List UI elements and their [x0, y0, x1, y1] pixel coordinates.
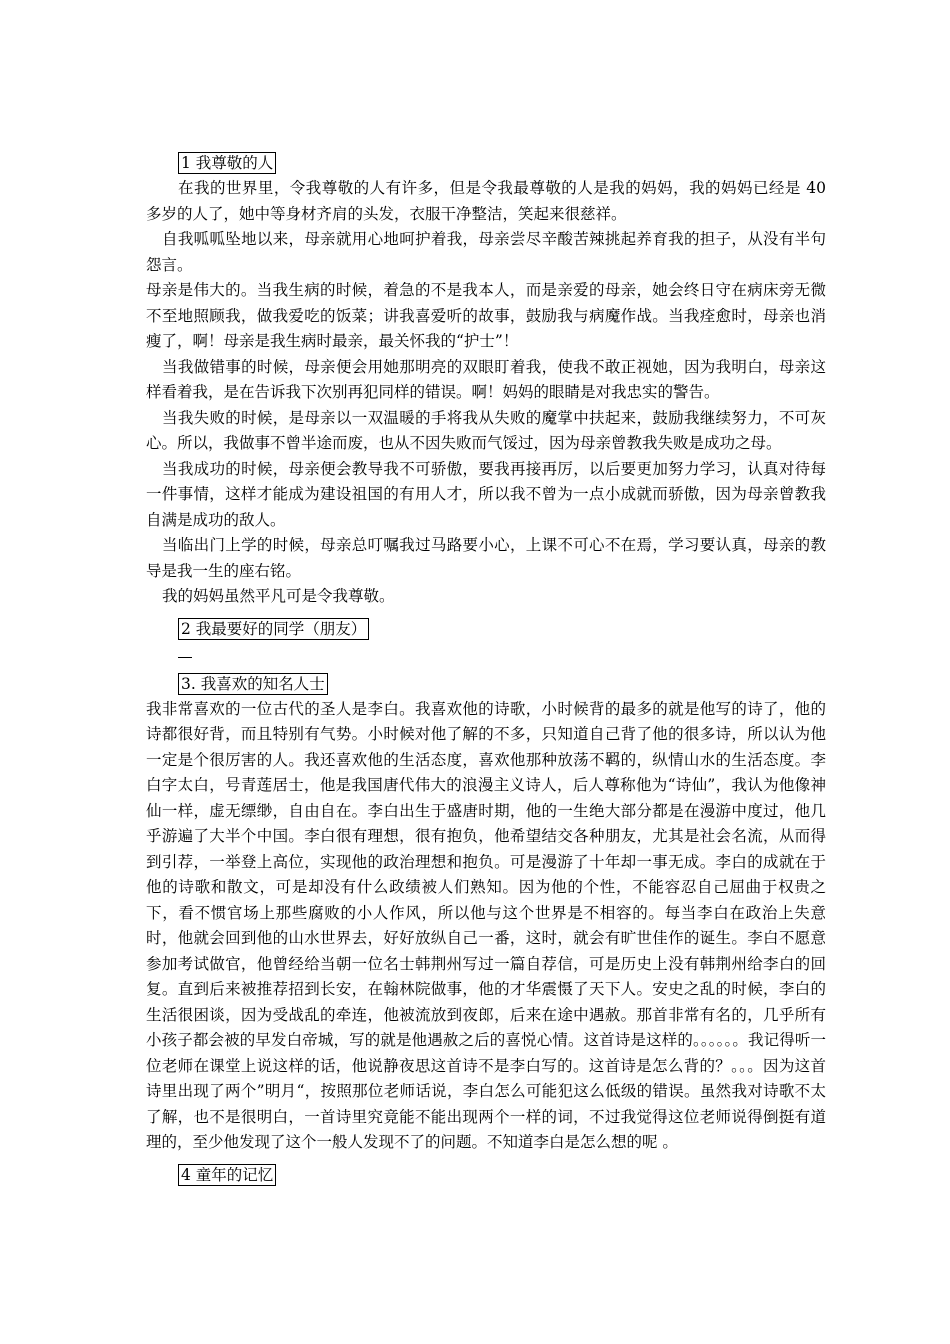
paragraph: 我非常喜欢的一位古代的圣人是李白。我喜欢他的诗歌，小时候背的最多的就是他写的诗了，他的诗都很好背，而且特别有气势。小时候对他了解的不多，只知道自己背了他的很多诗，所以认为他一定是个很厉害的人。我还喜欢他的生活态度，喜欢他那种放荡不羁的，纵情山水的生活态度。李白字太白，号青莲居士，他是我国唐代伟大的浪漫主义诗人，后人尊称他为“诗仙”，我认为他像神仙一样，虚无缥缈，自由自在。李白出生于盛唐时期，他的一生绝大部分都是在漫游中度过，他几乎游遍了大半个中国。李白很有理想，很有抱负，他希望结交各种朋友，尤其是社会名流，从而得到引荐，一举登上高位，实现他的政治理想和抱负。可是漫游了十年却一事无成。李白的成就在于他的诗歌和散文，可是却没有什么政绩被人们熟知。因为他的个性，不能容忍自己屈曲于权贵之下，看不惯官场上那些腐败的小人作风，所以他与这个世界是不相容的。每当李白在政治上失意时，他就会回到他的山水世界去，好好放纵自己一番，这时，就会有旷世佳作的诞生。李白不愿意参加考试做官，他曾经给当朝一位名士韩荆州写过一篇自荐信，可是历史上没有韩荆州给李白的回复。直到后来被推荐招到长安，在翰林院做事，他的才华震慑了天下人。安史之乱的时候，李白的生活很困谈，因为受战乱的牵连，他被流放到夜郎，后来在途中遇赦。那首非常有名的，几乎所有小孩子都会被的早发白帝城，写的就是他遇赦之后的喜悦心情。这首诗是这样的。。。。。。我记得听一位老师在课堂上说这样的话，他说静夜思这首诗不是李白写的。这首诗是怎么背的？。。。因为这首诗里出现了两个”明月“，按照那位老师话说，李白怎么可能犯这么低级的错误。虽然我对诗歌不太了解，也不是很明白，一首诗里究竟能不能出现两个一样的词，不过我觉得这位老师说得倒挺有道理的，至少他发现了这个一般人发现不了的问题。不知道李白是怎么想的呢 。	[146, 699, 826, 1151]
paragraph: 在我的世界里，令我尊敬的人有许多，但是令我最尊敬的人是我的妈妈，我的妈妈已经是 40 多岁的人了，她中等身材齐肩的头发，衣服干净整洁，笑起来很慈祥。	[146, 179, 826, 223]
section-heading: 1 我尊敬的人	[178, 152, 276, 174]
paragraph: 当我成功的时候，母亲便会教导我不可骄傲，要我再接再厉，以后要更加努力学习，认真对待每一件事情，这样才能成为建设祖国的有用人才，所以我不曾为一点小成就而骄傲，因为母亲曾教我自满是成功的敌人。	[146, 459, 826, 529]
section-heading: 3. 我喜欢的知名人士	[178, 673, 328, 695]
empty-section-placeholder	[178, 642, 826, 667]
paragraph: 当临出门上学的时候，母亲总叮嘱我过马路要小心，上课不可心不在焉，学习要认真，母亲的教导是我一生的座右铭。	[146, 536, 826, 580]
dash-mark	[178, 657, 192, 658]
paragraph: 当我做错事的时候，母亲便会用她那明亮的双眼盯着我，使我不敢正视她，因为我明白，母亲这样看着我，是在告诉我下次别再犯同样的错误。啊！妈妈的眼睛是对我忠实的警告。	[146, 357, 826, 401]
section-heading: 4 童年的记忆	[178, 1164, 276, 1186]
section-heading: 2 我最要好的同学（朋友）	[178, 618, 369, 640]
paragraph: 自我呱呱坠地以来，母亲就用心地呵护着我，母亲尝尽辛酸苦辣挑起养育我的担子，从没有半句怨言。	[146, 230, 826, 274]
paragraph: 母亲是伟大的。当我生病的时候，着急的不是我本人，而是亲爱的母亲，她会终日守在病床旁无微不至地照顾我，做我爱吃的饭菜；讲我喜爱听的故事，鼓励我与病魔作战。当我痊愈时，母亲也消瘦了，啊！母亲是我生病时最亲，最关怀我的“护士”！	[146, 281, 826, 350]
paragraph: 当我失败的时候，是母亲以一双温暖的手将我从失败的魔掌中扶起来，鼓励我继续努力，不可灰心。所以，我做事不曾半途而废，也从不因失败而气馁过，因为母亲曾教我失败是成功之母。	[146, 408, 826, 452]
section-favorite-celebrity	[146, 667, 826, 1156]
section-respected-person	[146, 146, 826, 610]
document-page	[146, 146, 826, 1188]
section-childhood-memory	[146, 1158, 826, 1188]
section-best-friend	[146, 612, 826, 667]
paragraph: 我的妈妈虽然平凡可是令我尊敬。	[162, 587, 395, 605]
